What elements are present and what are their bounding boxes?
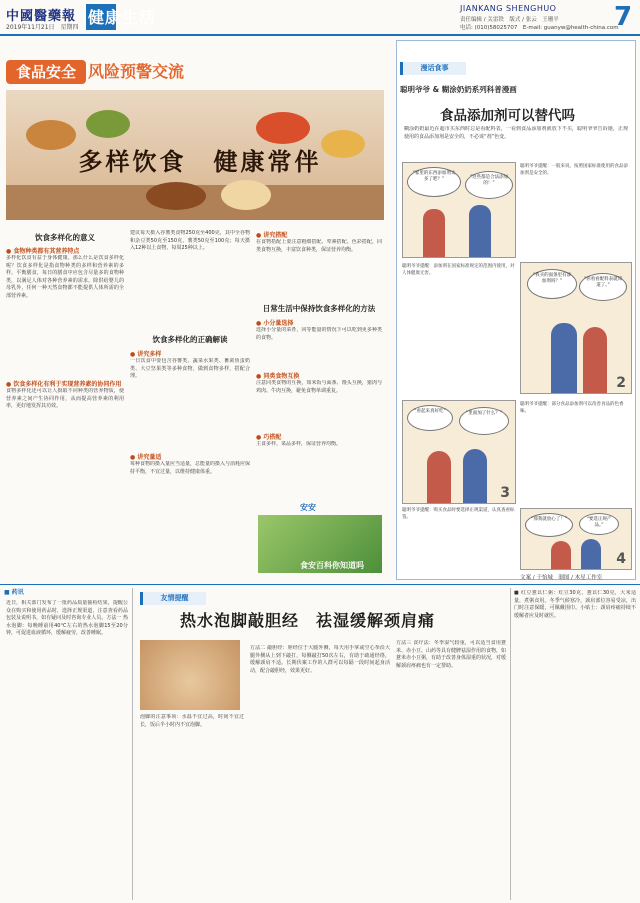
- header-rule: [0, 34, 640, 36]
- section-divider: [0, 584, 640, 585]
- speech-bubble: “要选正规产品。”: [579, 513, 619, 535]
- col1-text-2: 食物多样化还可以让人摄取不同种类的营养物质，使营养素之间产生协同作用，从而提高营养素的利用率，更好地发挥其功效。: [6, 388, 124, 409]
- article-column-2: [130, 230, 250, 580]
- panel-number: 2: [616, 375, 626, 391]
- comic-title: 食品添加剂可以替代吗: [440, 108, 575, 124]
- col2-text-3: 每种食物的摄入量应当适量，总能量的摄入与消耗应保持平衡，不宜过量，以维持健康体重。: [130, 461, 250, 475]
- bowl-3: [256, 112, 310, 144]
- foot-soak-illustration: [140, 640, 240, 710]
- grandma-figure: [423, 209, 445, 258]
- page-number: 7: [614, 2, 633, 32]
- article-column-1: [6, 230, 124, 580]
- grandpa-figure: [469, 205, 491, 258]
- issue-date: 2019年11月21日 星期四: [6, 24, 79, 31]
- col2-subheading-2: ● 讲究量适: [130, 454, 162, 461]
- col3-text-4: 主食多样、菜品多样，保证营养均衡。: [256, 441, 342, 447]
- tips-column-1: 泡脚的注意事项：水温不宜过高，时间不宜过长，饭后半小时内不宜泡脚。: [140, 714, 244, 728]
- comic-panel-2: [520, 262, 632, 394]
- section-title: 健康生活: [88, 8, 157, 27]
- col1-subheading-2: ● 饮食多样化有利于实现营养素的协同作用: [6, 381, 122, 388]
- grandpa-figure: [551, 323, 577, 393]
- speech-bubble: “那我就放心了！”: [525, 513, 573, 537]
- comic-caption-3: 聪明爷爷提醒：部分食品添加剂可以改善食品的色香味。: [520, 402, 624, 414]
- tips-column-2: 方法二 敲胆经：胆经位于大腿外侧，每天用手掌或空心拳沿大腿外侧从上到下敲打，每侧敲打50次左右，有助于疏通经络，缓解颈肩不适。长期伏案工作的人群可以每隔一段时间起身活动，配合敲胆经，效果更好。: [250, 645, 390, 674]
- food-safety-label: 食品安全: [6, 60, 86, 84]
- promo-logo: 安安: [300, 503, 316, 512]
- grandma-figure: [551, 541, 571, 570]
- speech-bubble: “家里的东西添加剂太多了吧？”: [407, 167, 461, 197]
- comic-series: 聪明爷爷 & 糊涂奶奶系列科普漫画: [400, 85, 517, 94]
- col3-text-2: 选择小分量的菜肴，同等能量的情况下可以吃到更多种类的食物。: [256, 327, 382, 341]
- side-column-label: ■ 药讯: [4, 589, 24, 596]
- col3-subheading-2: ● 小分量选择: [256, 320, 294, 327]
- bowl-2: [86, 110, 130, 138]
- hero-headline: 多样饮食 健康常伴: [78, 147, 322, 176]
- column-divider: [510, 588, 511, 900]
- grandpa-figure: [463, 449, 487, 504]
- col3-heading: 日常生活中保持饮食多样化的方法: [262, 304, 376, 313]
- col3-text-1: 在食物搭配上要注意粗细搭配、荤素搭配、色彩搭配，同类食物互换，丰富饮食种类，保证营养均衡。: [256, 239, 382, 253]
- grandma-figure: [427, 451, 451, 504]
- speech-bubble: “你看看配料表就知道了。”: [579, 273, 627, 301]
- col3-subheading-1: ● 讲究搭配: [256, 232, 288, 239]
- comic-intro: 糊涂奶奶最近在超市买东西时总是看配料表，一看到食品添加剂就放下不买，聪明爷爷告诉她，正规使用的食品添加剂是安全的，不必谈“剂”色变。: [404, 126, 628, 140]
- speech-bubble: “看起来真好吃”: [407, 405, 453, 431]
- bowl-6: [221, 180, 271, 210]
- col3-text-3: 注意同类食物的互换，如米饭与面条、馒头互换，猪肉与鸡肉、牛肉互换，避免食物单调重复。: [256, 380, 382, 394]
- col3-subheading-3: ● 同类食物互换: [256, 373, 300, 380]
- comic-caption-2: 聪明爷爷提醒：添加剂在国家标准规定的范围内使用，对人体健康无害。: [402, 264, 515, 276]
- editor-credits: 责任编辑 / 关雷铁 版式 / 张云 王珊平: [460, 17, 559, 23]
- comic-panel-1: [402, 162, 516, 258]
- col3-subheading-4: ● 巧搭配: [256, 434, 282, 441]
- risk-warning-title: 风险预警交流: [88, 62, 185, 81]
- contact-info: 电话: (010)58025707 E-mail: guanyw@health-china.com: [460, 25, 619, 31]
- tips-tag: 友情提醒: [140, 592, 206, 605]
- speech-bubble: “里面加了什么？”: [459, 407, 509, 435]
- speech-bubble: “我买的面条里有添加剂吗？”: [527, 269, 577, 299]
- article-column-3: [256, 230, 382, 500]
- comic-credit: 文案 / 于怡城 制图 / 木星工作室: [520, 575, 603, 581]
- promo-caption: 食安百科你知道吗: [300, 561, 364, 570]
- col2-text-1: 建议每天摄入谷薯类食物250克至400克，其中全谷物和杂豆类50克至150克，薯类50克至100克；每天摄入12种以上食物，每周25种以上。: [130, 230, 250, 251]
- comic-caption-1: 聪明爷爷提醒：一般来说，按照国家标准使用的食品添加剂是安全的。: [520, 164, 628, 176]
- comic-caption-4: 聪明爷爷提醒：购买食品时要选择正规渠道，认真查看标签。: [402, 508, 515, 520]
- masthead: 中國醫藥報: [6, 9, 77, 24]
- comic-panel-4: [520, 508, 632, 570]
- grandpa-figure: [581, 539, 601, 570]
- speech-bubble: “这些都是合法添加的！”: [465, 171, 513, 199]
- side-column-text: 近日，相关部门发布了一批药品质量抽检结果，提醒公众在购买和使用药品时，选择正规渠道，注意查看药品包装及说明书，如有疑问及时咨询专业人员。方法一 热水泡脚：每晚睡前用40℃左右的热水泡脚15至20分钟，可促进血液循环，缓解疲劳，改善睡眠。: [6, 600, 128, 636]
- panel-number: 3: [500, 485, 510, 501]
- col1-heading: 饮食多样化的意义: [35, 233, 95, 242]
- col2-subheading-1: ● 讲究多样: [130, 351, 162, 358]
- tips-headline: 热水泡脚敲胆经 祛湿缓解颈肩痛: [180, 611, 436, 630]
- section-pinyin: JIANKANG SHENGHUO: [460, 4, 557, 13]
- col2-heading: 饮食多样化的正确解读: [152, 335, 228, 344]
- bowl-5: [146, 182, 206, 210]
- panel-number: 4: [616, 551, 626, 567]
- column-divider: [132, 588, 133, 900]
- col1-subheading-1: ● 食物种类都有其营养特点: [6, 248, 80, 255]
- tips-column-3: 方法三 食疗法：冬季湿气较重，可以适当食用薏米、赤小豆、山药等具有健脾祛湿作用的食物，如薏米赤小豆粥，有助于改善身体湿重的状况，对缓解颈肩疼痛也有一定帮助。: [396, 640, 506, 669]
- comic-tag: 漫话食事: [400, 62, 466, 75]
- tips-column-4: ■ 红豆薏苡仁粥：红豆30克，薏苡仁30克，大米适量，煮粥食用。冬季气候寒冷，颈肩部位容易受凉，出门时注意保暖，可佩戴围巾。小贴士：颈肩疼痛持续不缓解者应及时就医。: [514, 590, 636, 619]
- col1-text-1: 多样化饮食有益于身体健康。那么什么是饮食多样化呢？饮食多样化是指食物种类的多样和营养素的多样。平衡膳食，每日的膳食中应包含尽量多的食物种类，以满足人体对各种营养素的需求。除供给婴儿的母乳外，任何一种天然食物都不能提供人体所需的全部营养素。: [6, 255, 124, 299]
- comic-panel-3: [402, 400, 516, 504]
- col2-text-2: 一日饮食中要包含谷薯类、蔬菜水果类、畜禽鱼蛋奶类、大豆坚果类等多种食物，做到食物多样，搭配合理。: [130, 358, 250, 379]
- grandma-figure: [583, 327, 607, 393]
